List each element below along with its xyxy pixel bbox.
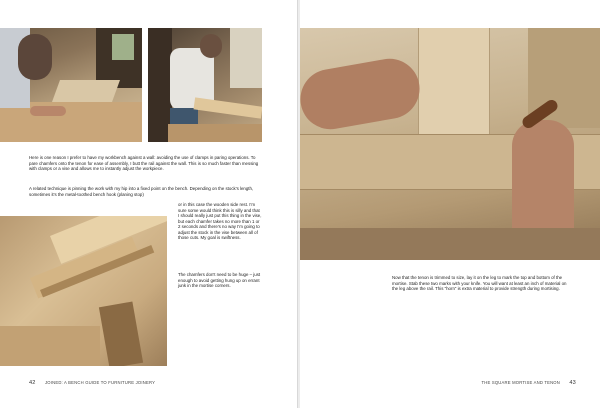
photo-woodworker-hip-pinning	[148, 28, 262, 142]
left-page	[0, 0, 298, 408]
right-page	[300, 0, 600, 408]
running-title: JOINED: A BENCH GUIDE TO FURNITURE JOINERY	[45, 380, 156, 385]
page-number: 43	[569, 380, 576, 386]
photo-woodworker-paring-at-bench	[0, 28, 142, 142]
body-paragraph: The chamfers don't need to be huge – just enough to avoid getting hung up on errant junk in the mortise corners.	[178, 272, 261, 288]
body-paragraph: or in this case the wooden side rest. I'm sure some would think this is silly and that I should really just put this thing in the vise, but each chamfer takes no more than 1 or 2 seconds and there's no way I'm going to adjust the stock in the vise between all of those cuts. My goal is swiftness.	[178, 202, 262, 240]
page-footer	[481, 380, 576, 386]
body-paragraph: Now that the tenon is trimmed to size, lay it on the leg to mark the top and bottom of the mortise. Stab these two marks with your knife. You will want at least an inch of material on the leg above the rail. This “horn” is extra material to provide strength during mortising.	[392, 275, 567, 291]
photo-chamfered-tenon-closeup	[0, 216, 167, 366]
running-title: THE SQUARE MORTISE AND TENON	[481, 380, 560, 385]
body-paragraph: A related technique is pinning the work with my hip into a fixed point on the bench. Depending on the stock's length, sometimes it's the metal-toothed bench hook (planing stop)	[29, 186, 254, 197]
photo-marking-mortise-on-leg	[300, 28, 600, 260]
page-number: 42	[29, 380, 36, 386]
page-footer	[29, 380, 155, 386]
body-paragraph: Here is one reason I prefer to have my workbench against a wall: avoiding the use of clamps in paring operations. To pare chamfers onto the tenon for ease of assembly, I butt the rail against the wall. This is so much faster than messing with clamps or a vise and allows me to instantly adjust the workpiece.	[29, 155, 259, 171]
